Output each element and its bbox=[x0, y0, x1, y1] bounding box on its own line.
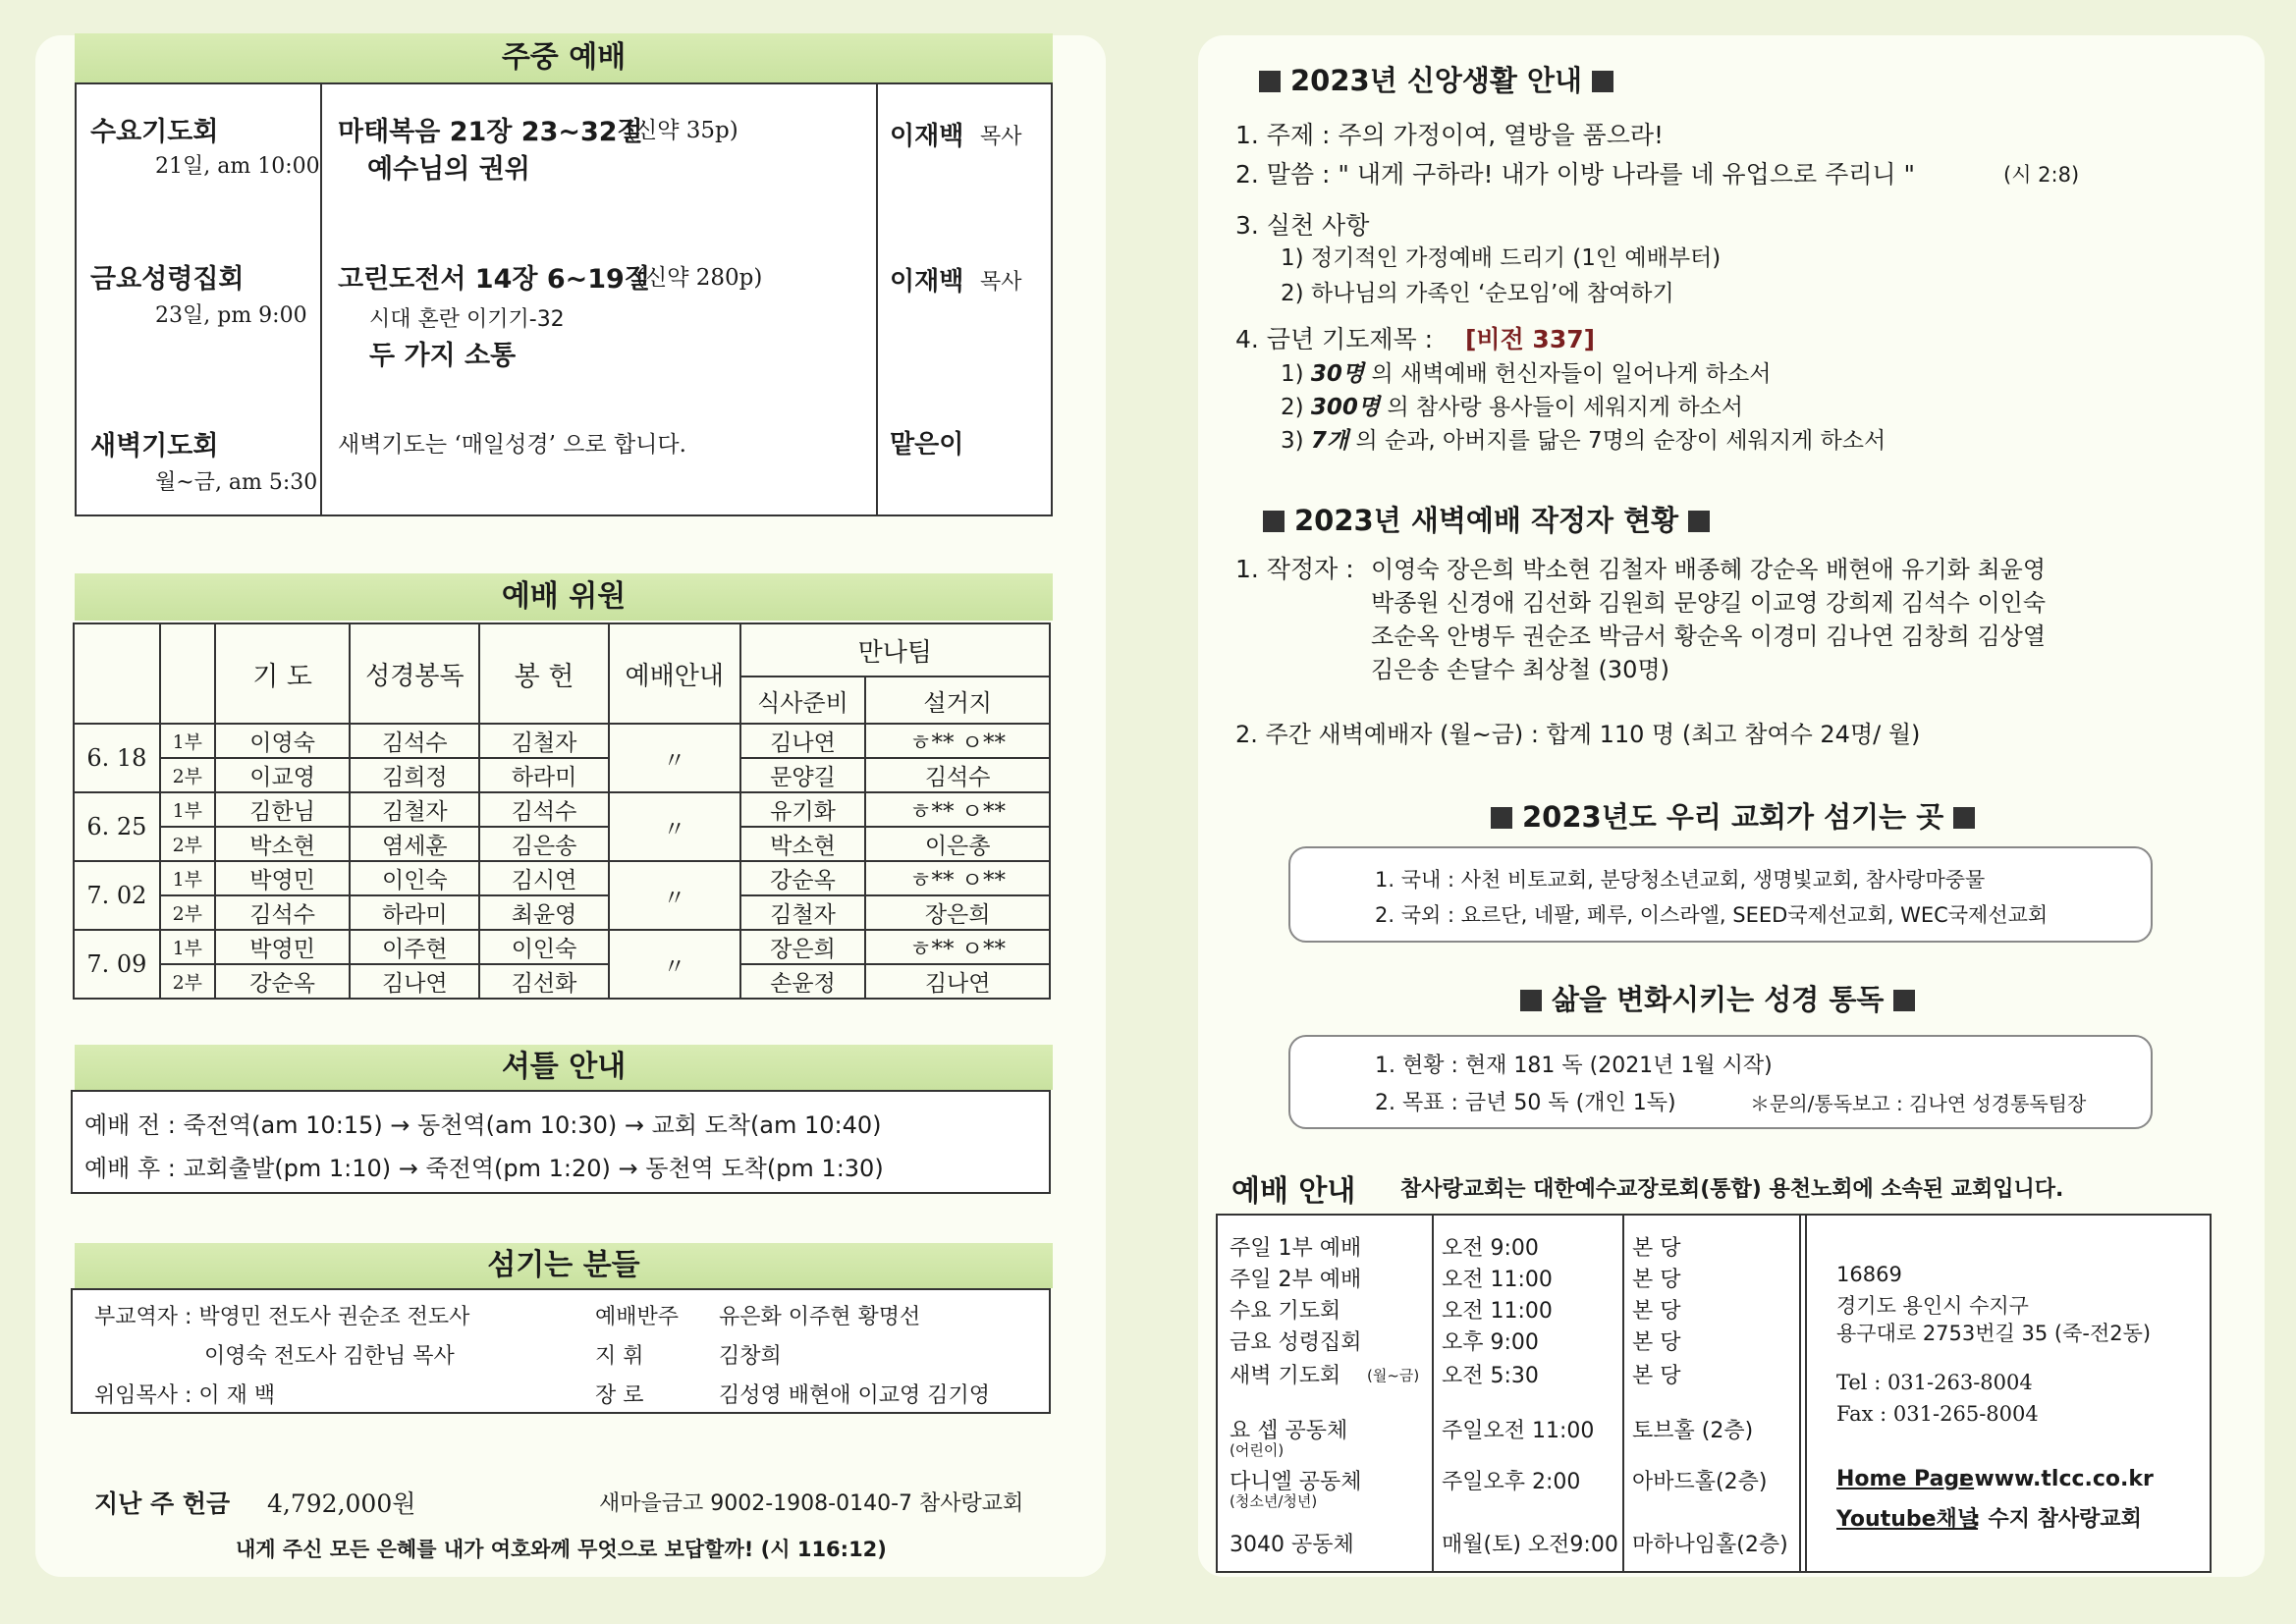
service-name: 새벽기도회 bbox=[90, 431, 219, 461]
duty-dishes: 김석수 bbox=[865, 758, 1050, 792]
duty-date: 7. 02 bbox=[74, 861, 160, 930]
pledger-names-3: 조순옥 안병두 권순조 박금서 황순옥 이경미 김나연 김창희 김상열 bbox=[1371, 623, 2046, 650]
col-offering: 봉 헌 bbox=[479, 623, 609, 724]
pledger-label: 1. 작정자 : bbox=[1235, 555, 1354, 583]
shuttle-before: 예배 전 : 죽전역(am 10:15) → 동천역(am 10:30) → 교회 도착(am 10:40) bbox=[84, 1111, 882, 1139]
pledger-names-1: 이영숙 장은희 박소현 김철자 배종혜 강순옥 배현애 유기화 최윤영 bbox=[1371, 556, 2046, 583]
elders-names: 김성영 배현애 이교영 김기영 bbox=[719, 1383, 991, 1408]
service-info-place: 본 당 bbox=[1632, 1268, 1681, 1292]
prayer-topic-2: 2) 300명 의 참사랑 용사들이 세워지게 하소서 bbox=[1281, 395, 1743, 420]
duty-meal: 김철자 bbox=[740, 895, 866, 930]
youtube-channel[interactable]: : 수지 참사랑교회 bbox=[1972, 1507, 2142, 1532]
service-info-note: (어린이) bbox=[1230, 1441, 1285, 1459]
duty-offering: 이인숙 bbox=[479, 930, 609, 964]
col-meal: 식사준비 bbox=[740, 677, 866, 724]
duty-date: 6. 25 bbox=[74, 792, 160, 861]
address-line-1: 경기도 용인시 수지구 bbox=[1836, 1294, 2029, 1318]
duty-dishes: 김나연 bbox=[865, 964, 1050, 999]
scripture-ref: 마태복음 21장 23~32절 bbox=[338, 117, 643, 147]
service-info-time: 매월(토) 오전9:00 bbox=[1442, 1533, 1618, 1557]
duty-prayer: 이영숙 bbox=[215, 724, 351, 758]
duty-reading: 하라미 bbox=[350, 895, 479, 930]
duty-row bbox=[74, 895, 1050, 930]
conductor-label: 지 휘 bbox=[595, 1344, 644, 1369]
duty-part: 2부 bbox=[160, 827, 215, 861]
service-info-place: 본 당 bbox=[1632, 1330, 1681, 1355]
service-info-name: 금요 성령집회 bbox=[1230, 1330, 1362, 1355]
duty-part: 1부 bbox=[160, 861, 215, 895]
duty-row bbox=[74, 792, 1050, 827]
zip-code: 16869 bbox=[1836, 1263, 1902, 1286]
shuttle-after: 예배 후 : 교회출발(pm 1:10) → 죽전역(pm 1:20) → 동천역 도착(pm 1:30) bbox=[84, 1155, 884, 1182]
prayer-topic-heading: 4. 금년 기도제목 : bbox=[1235, 325, 1434, 353]
duty-guide: 〃 bbox=[609, 861, 740, 930]
duty-meal: 손윤정 bbox=[740, 964, 866, 999]
accompanist-label: 예배반주 bbox=[595, 1305, 680, 1329]
duty-meal: 강순옥 bbox=[740, 861, 866, 895]
service-info-name: 주일 1부 예배 bbox=[1230, 1236, 1362, 1261]
duty-offering: 최윤영 bbox=[479, 895, 609, 930]
practice-2: 2) 하나님의 가족인 ‘순모임’에 참여하기 bbox=[1281, 281, 1674, 306]
service-info-title: 예배 안내 bbox=[1231, 1174, 1356, 1209]
servants-header: 섬기는 분들 bbox=[75, 1243, 1053, 1288]
duty-reading: 이인숙 bbox=[350, 861, 479, 895]
service-info-time: 오전 11:00 bbox=[1442, 1268, 1553, 1292]
duty-offering: 김철자 bbox=[479, 724, 609, 758]
denomination-note: 참사랑교회는 대한예수교장로회(통합) 용천노회에 소속된 교회입니다. bbox=[1400, 1177, 2064, 1202]
service-info-time: 주일오후 2:00 bbox=[1442, 1470, 1581, 1494]
sermon-title: 두 가지 소통 bbox=[369, 341, 517, 371]
preacher-role: 목사 bbox=[980, 125, 1022, 149]
bible-reading-contact: ＊문의/통독보고 : 김나연 성경통독팀장 bbox=[1750, 1092, 2087, 1115]
mission-overseas: 2. 국외 : 요르단, 네팔, 페루, 이스라엘, SEED국제선교회, WEC국제선교회 bbox=[1375, 903, 2049, 927]
duty-meal: 유기화 bbox=[740, 792, 866, 827]
service-info-time: 오전 9:00 bbox=[1442, 1236, 1539, 1261]
service-info-place: 본 당 bbox=[1632, 1364, 1681, 1388]
service-time: 21일, am 10:00 bbox=[155, 154, 320, 179]
duty-dishes: ㅎ** ㅇ** bbox=[865, 861, 1050, 895]
duty-row bbox=[74, 930, 1050, 964]
service-info-note: (월~금) bbox=[1367, 1367, 1420, 1384]
youtube-label: Youtube채널 bbox=[1836, 1507, 1979, 1532]
duty-guide: 〃 bbox=[609, 724, 740, 792]
senior-pastor: 위임목사 : 이 재 백 bbox=[94, 1383, 276, 1408]
col-prayer: 기 도 bbox=[215, 623, 351, 724]
col-guide: 예배안내 bbox=[609, 623, 740, 724]
duty-date: 6. 18 bbox=[74, 724, 160, 792]
preacher-name: 맡은이 bbox=[890, 430, 964, 460]
preacher-name: 이재백 bbox=[890, 267, 964, 297]
service-info-place: 본 당 bbox=[1632, 1299, 1681, 1324]
service-info-name: 수요 기도회 bbox=[1230, 1299, 1341, 1324]
scripture-ref: 고린도전서 14장 6~19절 bbox=[338, 264, 650, 295]
conductor-name: 김창희 bbox=[719, 1344, 782, 1369]
mission-domestic: 1. 국내 : 사천 비토교회, 분당청소년교회, 생명빛교회, 참사랑마중물 bbox=[1375, 868, 1986, 892]
sermon-title: 예수님의 권위 bbox=[367, 154, 530, 185]
faith-verse: 2. 말씀 : " 내게 구하라! 내가 이방 나라를 네 유업으로 주리니 " bbox=[1235, 160, 1915, 189]
tel-number: Tel : 031-263-8004 bbox=[1836, 1371, 2033, 1394]
address-line-2: 용구대로 2753번길 35 (죽-전2동) bbox=[1836, 1322, 2152, 1345]
duty-prayer: 김한님 bbox=[215, 792, 351, 827]
duty-guide: 〃 bbox=[609, 930, 740, 999]
dawn-pledge-title: 2023년 새벽예배 작정자 현황 bbox=[1263, 499, 1720, 539]
faith-guide-title: 2023년 신앙생활 안내 bbox=[1259, 59, 1623, 99]
duty-table bbox=[73, 623, 1051, 1000]
accompanist-names: 유은화 이주현 황명선 bbox=[719, 1305, 921, 1329]
duty-date: 7. 09 bbox=[74, 930, 160, 999]
duty-dishes: ㅎ** ㅇ** bbox=[865, 792, 1050, 827]
associate-pastors: 부교역자 : 박영민 전도사 권순조 전도사 bbox=[94, 1305, 470, 1329]
service-name: 수요기도회 bbox=[90, 117, 219, 147]
duty-reading: 김나연 bbox=[350, 964, 479, 999]
duty-dishes: 이은총 bbox=[865, 827, 1050, 861]
duty-prayer: 강순옥 bbox=[215, 964, 351, 999]
col-fellowship: 만나팀 bbox=[740, 623, 1050, 677]
duty-prayer: 박소현 bbox=[215, 827, 351, 861]
bank-account: 새마을금고 9002-1908-0140-7 참사랑교회 bbox=[599, 1491, 1024, 1516]
service-time: 23일, pm 9:00 bbox=[155, 303, 307, 328]
duty-offering: 김시연 bbox=[479, 861, 609, 895]
duty-reading: 김석수 bbox=[350, 724, 479, 758]
duty-offering: 하라미 bbox=[479, 758, 609, 792]
duty-row bbox=[74, 724, 1050, 758]
sermon-series: 시대 혼란 이기기-32 bbox=[369, 307, 565, 332]
bible-reading-goal: 2. 목표 : 금년 50 독 (개인 1독) bbox=[1375, 1091, 1676, 1115]
duty-meal: 문양길 bbox=[740, 758, 866, 792]
service-info-place: 본 당 bbox=[1632, 1236, 1681, 1261]
service-info-name: 요 셉 공동체 bbox=[1230, 1419, 1348, 1443]
service-info-place: 토브홀 (2층) bbox=[1632, 1419, 1754, 1443]
duty-dishes: ㅎ** ㅇ** bbox=[865, 930, 1050, 964]
duty-part: 2부 bbox=[160, 758, 215, 792]
col-reading: 성경봉독 bbox=[350, 623, 479, 724]
service-info-name: 다니엘 공동체 bbox=[1230, 1470, 1362, 1494]
duty-part: 1부 bbox=[160, 930, 215, 964]
shuttle-header: 셔틀 안내 bbox=[75, 1045, 1053, 1090]
service-info-place: 마하나임홀(2층) bbox=[1632, 1533, 1788, 1557]
service-name: 금요성령집회 bbox=[90, 264, 245, 295]
duty-meal: 김나연 bbox=[740, 724, 866, 758]
duty-offering: 김석수 bbox=[479, 792, 609, 827]
service-info-time: 오전 11:00 bbox=[1442, 1299, 1553, 1324]
offering-label: 지난 주 헌금 bbox=[94, 1489, 231, 1518]
fax-number: Fax : 031-265-8004 bbox=[1836, 1402, 2039, 1426]
duty-part: 2부 bbox=[160, 895, 215, 930]
bible-reading-title: 삶을 변화시키는 성경 통독 bbox=[1520, 978, 1925, 1018]
duty-reading: 김철자 bbox=[350, 792, 479, 827]
service-info-name: 주일 2부 예배 bbox=[1230, 1268, 1362, 1292]
duty-dishes: 장은희 bbox=[865, 895, 1050, 930]
duty-guide: 〃 bbox=[609, 792, 740, 861]
prayer-topic-1: 1) 30명 의 새벽예배 헌신자들이 일어나게 하소서 bbox=[1281, 361, 1772, 387]
prayer-topic-3: 3) 7개 의 순과, 아버지를 닮은 7명의 순장이 세워지게 하소서 bbox=[1281, 428, 1886, 454]
duty-meal: 장은희 bbox=[740, 930, 866, 964]
service-info-time: 오후 9:00 bbox=[1442, 1330, 1539, 1355]
service-info-name: 새벽 기도회 bbox=[1230, 1364, 1341, 1388]
duty-row bbox=[74, 827, 1050, 861]
duty-header: 예배 위원 bbox=[75, 573, 1053, 621]
practice-1: 1) 정기적인 가정예배 드리기 (1인 예배부터) bbox=[1281, 245, 1722, 271]
col-dishes: 설거지 bbox=[865, 677, 1050, 724]
practice-heading: 3. 실천 사항 bbox=[1235, 211, 1370, 240]
weekly-dawn-count: 2. 주간 새벽예배자 (월~금) : 합계 110 명 (최고 참여수 24명/ 월) bbox=[1235, 721, 1921, 748]
service-info-note: (청소년/청년) bbox=[1230, 1492, 1318, 1510]
elders-label: 장 로 bbox=[595, 1383, 644, 1408]
duty-prayer: 김석수 bbox=[215, 895, 351, 930]
duty-meal: 박소현 bbox=[740, 827, 866, 861]
homepage-label: Home Page bbox=[1836, 1467, 1975, 1491]
faith-verse-ref: (시 2:8) bbox=[2003, 163, 2080, 187]
duty-row bbox=[74, 758, 1050, 792]
duty-row bbox=[74, 861, 1050, 895]
closing-verse: 내게 주신 모든 은혜를 내가 여호와께 무엇으로 보답할까! (시 116:12) bbox=[236, 1538, 887, 1561]
preacher-name: 이재백 bbox=[890, 122, 964, 151]
bible-reading-status: 1. 현황 : 현재 181 독 (2021년 1월 시작) bbox=[1375, 1054, 1773, 1078]
duty-part: 2부 bbox=[160, 964, 215, 999]
vision-tag: [비전 337] bbox=[1465, 325, 1596, 353]
duty-part: 1부 bbox=[160, 724, 215, 758]
homepage-link[interactable]: : www.tlcc.co.kr bbox=[1958, 1467, 2154, 1491]
weekday-worship-header: 주중 예배 bbox=[75, 33, 1053, 82]
duty-dishes: ㅎ** ㅇ** bbox=[865, 724, 1050, 758]
service-info-place: 아바드홀(2층) bbox=[1632, 1470, 1768, 1494]
duty-prayer: 박영민 bbox=[215, 930, 351, 964]
service-info-time: 주일오전 11:00 bbox=[1442, 1419, 1595, 1443]
offering-amount: 4,792,000원 bbox=[267, 1489, 416, 1518]
duty-reading: 이주현 bbox=[350, 930, 479, 964]
associate-pastors-2: 이영숙 전도사 김한님 목사 bbox=[204, 1344, 455, 1369]
duty-part: 1부 bbox=[160, 792, 215, 827]
pledger-names-2: 박종원 신경애 김선화 김원희 문양길 이교영 강희제 김석수 이인숙 bbox=[1371, 589, 2046, 617]
duty-offering: 김선화 bbox=[479, 964, 609, 999]
dawn-note: 새벽기도는 ‘매일성경’ 으로 합니다. bbox=[338, 432, 686, 458]
duty-offering: 김은송 bbox=[479, 827, 609, 861]
duty-reading: 염세훈 bbox=[350, 827, 479, 861]
service-time: 월~금, am 5:30 bbox=[155, 470, 318, 495]
scripture-page: (신약 280p) bbox=[636, 265, 763, 291]
service-info-time: 오전 5:30 bbox=[1442, 1364, 1539, 1388]
duty-prayer: 박영민 bbox=[215, 861, 351, 895]
duty-prayer: 이교영 bbox=[215, 758, 351, 792]
duty-reading: 김희정 bbox=[350, 758, 479, 792]
pledger-names-4: 김은송 손달수 최상철 (30명) bbox=[1371, 656, 1669, 683]
preacher-role: 목사 bbox=[980, 270, 1022, 295]
faith-theme: 1. 주제 : 주의 가정이여, 열방을 품으라! bbox=[1235, 121, 1665, 149]
duty-row bbox=[74, 964, 1050, 999]
scripture-page: (신약 35p) bbox=[627, 118, 738, 143]
mission-title: 2023년도 우리 교회가 섬기는 곳 bbox=[1491, 795, 1985, 836]
service-info-name: 3040 공동체 bbox=[1230, 1533, 1354, 1557]
